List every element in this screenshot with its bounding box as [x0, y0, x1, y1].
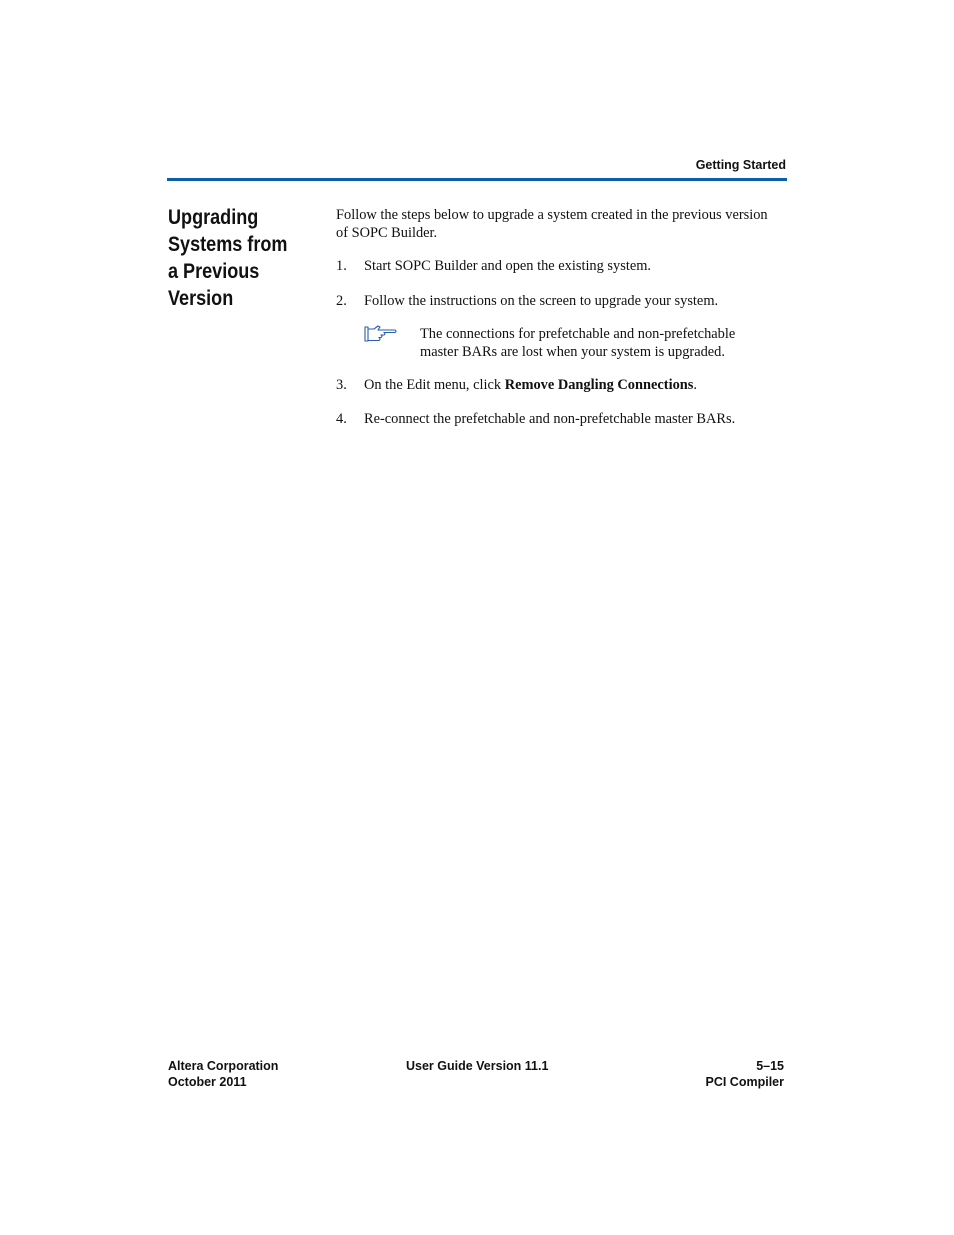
section-title: Upgrading Systems from a Previous Version [168, 206, 288, 310]
page-number: 5–15 [756, 1059, 784, 1073]
step-item-3 [336, 377, 776, 395]
note-text: The connections for prefetchable and non-prefetchable master BARs are lost when your system is upgraded. [420, 326, 736, 360]
footer-product: PCI Compiler [705, 1074, 784, 1089]
footer-left [168, 1059, 278, 1090]
footer-company: Altera Corporation [168, 1059, 279, 1073]
step-number: 2. [336, 292, 347, 309]
body-text [336, 207, 776, 428]
step-item-2 [336, 293, 776, 311]
menu-command: Remove Dangling Connections [504, 377, 694, 393]
step-item-1 [336, 258, 776, 276]
step-text: Re-connect the prefetchable and non-prefetchable master BARs. [364, 410, 736, 427]
step-text-before: On the Edit menu, click [364, 377, 505, 393]
step-text: Follow the instructions on the screen to upgrade your system. [364, 292, 719, 309]
step-number: 1. [336, 258, 347, 274]
footer-date: October 2011 [168, 1074, 247, 1089]
footer-center [406, 1059, 548, 1075]
header-rule [167, 178, 787, 181]
step-number: 4. [336, 410, 347, 427]
footer-guide-version: User Guide Version 11.1 [406, 1059, 549, 1073]
step-text: Start SOPC Builder and open the existing system. [364, 258, 651, 274]
step-number: 3. [336, 377, 347, 393]
note-callout [336, 326, 776, 361]
intro-paragraph: Follow the steps below to upgrade a system created in the previous version of SOPC Builder. [336, 207, 768, 241]
step-text-after: . [693, 377, 697, 393]
pointing-hand-icon [364, 324, 398, 344]
footer-right [706, 1059, 785, 1090]
running-header: Getting Started [695, 158, 786, 172]
step-item-4 [336, 411, 776, 429]
